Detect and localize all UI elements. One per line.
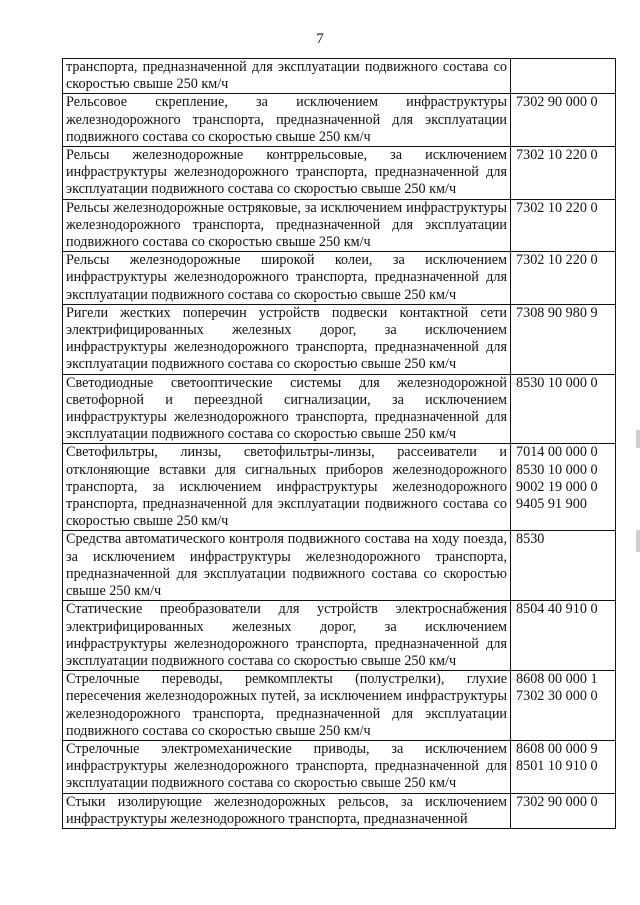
table-row [63, 147, 616, 200]
tnved-code: 7302 30 000 0 [516, 688, 598, 705]
goods-description: Рельсы железнодорожные контррельсовые, за исключением инфраструктуры железнодорожного транспорта, предназначенной для эксплуатации подвижного состава со скоростью свыше 250 км/ч [63, 147, 511, 200]
tnved-codes-cell [511, 59, 616, 94]
tnved-codes-cell [511, 94, 616, 147]
tnved-codes-cell [511, 199, 616, 252]
goods-table [62, 58, 616, 829]
goods-description: Рельсовое скрепление, за исключением инфраструктуры железнодорожного транспорта, предназначенной для эксплуатации подвижного состава со скоростью свыше 250 км/ч [63, 94, 511, 147]
table-row [63, 304, 616, 374]
tnved-codes-cell [511, 374, 616, 444]
tnved-codes-cell [511, 252, 616, 305]
table-row [63, 740, 616, 793]
scan-edge-mark [636, 530, 640, 552]
tnved-code: 7302 90 000 0 [516, 94, 598, 111]
tnved-code: 8530 10 000 0 [516, 461, 598, 478]
tnved-code: 7302 10 220 0 [516, 147, 598, 164]
table-row [63, 531, 616, 601]
tnved-code: 8504 40 910 0 [516, 601, 598, 618]
table-row [63, 199, 616, 252]
table-row [63, 444, 616, 531]
tnved-code: 8608 00 000 9 [516, 740, 598, 757]
goods-description: Рельсы железнодорожные остряковые, за исключением инфраструктуры железнодорожного транспорта, предназначенной для эксплуатации подвижного состава со скоростью свыше 250 км/ч [63, 199, 511, 252]
goods-description: транспорта, предназначенной для эксплуатации подвижного состава со скоростью свыше 250 км/ч [63, 59, 511, 94]
table-row [63, 793, 616, 828]
table-row [63, 671, 616, 741]
goods-description: Средства автоматического контроля подвижного состава на ходу поезда, за исключением инфраструктуры железнодорожного транспорта, предназначенной для эксплуатации подвижного состава со скоростью свыше 250 км/ч [63, 531, 511, 601]
tnved-code: 7302 90 000 0 [516, 793, 598, 810]
table-row [63, 374, 616, 444]
tnved-codes-cell [511, 531, 616, 601]
tnved-codes-cell [511, 793, 616, 828]
tnved-code: 8501 10 910 0 [516, 758, 598, 775]
tnved-code: 8608 00 000 1 [516, 671, 598, 688]
tnved-codes-cell [511, 601, 616, 671]
page-number: 7 [316, 31, 324, 47]
tnved-code: 7308 90 980 9 [516, 304, 598, 321]
goods-table-body [63, 59, 616, 829]
goods-description: Ригели жестких поперечин устройств подвески контактной сети электрифицированных железных дорог, за исключением инфраструктуры железнодорожного транспорта, предназначенной для эксплуатации подвижного состава со скоростью свыше 250 км/ч [63, 304, 511, 374]
tnved-code: 8530 [516, 531, 545, 548]
tnved-codes-cell [511, 671, 616, 741]
goods-description: Светофильтры, линзы, светофильтры-линзы, рассеиватели и отклоняющие вставки для сигнальных приборов железнодорожного транспорта, за исключением инфраструктуры железнодорожного транспорта, предназначенной для эксплуатации подвижного состава со скоростью свыше 250 км/ч [63, 444, 511, 531]
table-row [63, 601, 616, 671]
tnved-code: 7014 00 000 0 [516, 444, 598, 461]
tnved-codes-cell [511, 147, 616, 200]
table-row [63, 59, 616, 94]
tnved-code: 8530 10 000 0 [516, 374, 598, 391]
tnved-code: 7302 10 220 0 [516, 199, 598, 216]
goods-description: Светодиодные светооптические системы для железнодорожной светофорной и переездной сигнализации, за исключением инфраструктуры железнодорожного транспорта, предназначенной для эксплуатации подвижного состава со скоростью свыше 250 км/ч [63, 374, 511, 444]
tnved-code: 9002 19 000 0 [516, 478, 598, 495]
tnved-codes-cell [511, 740, 616, 793]
goods-description: Рельсы железнодорожные широкой колеи, за исключением инфраструктуры железнодорожного транспорта, предназначенной для эксплуатации подвижного состава со скоростью свыше 250 км/ч [63, 252, 511, 305]
tnved-code: 7302 10 220 0 [516, 252, 598, 269]
tnved-code: 9405 91 900 [516, 496, 587, 513]
goods-description: Стрелочные переводы, ремкомплекты (полустрелки), глухие пересечения железнодорожных путей, за исключением инфраструктуры железнодорожного транспорта, предназначенной для эксплуатации подвижного состава со скоростью свыше 250 км/ч [63, 671, 511, 741]
table-row [63, 94, 616, 147]
goods-description: Стрелочные электромеханические приводы, за исключением инфраструктуры железнодорожного транспорта, предназначенной для эксплуатации подвижного состава со скоростью свыше 250 км/ч [63, 740, 511, 793]
tnved-codes-cell [511, 304, 616, 374]
goods-description: Стыки изолирующие железнодорожных рельсов, за исключением инфраструктуры железнодорожного транспорта, предназначенной [63, 793, 511, 828]
table-row [63, 252, 616, 305]
goods-description: Статические преобразователи для устройств электроснабжения электрифицированных железных дорог, за исключением инфраструктуры железнодорожного транспорта, предназначенной для эксплуатации подвижного состава со скоростью свыше 250 км/ч [63, 601, 511, 671]
tnved-codes-cell [511, 444, 616, 531]
scan-edge-mark [636, 430, 640, 448]
